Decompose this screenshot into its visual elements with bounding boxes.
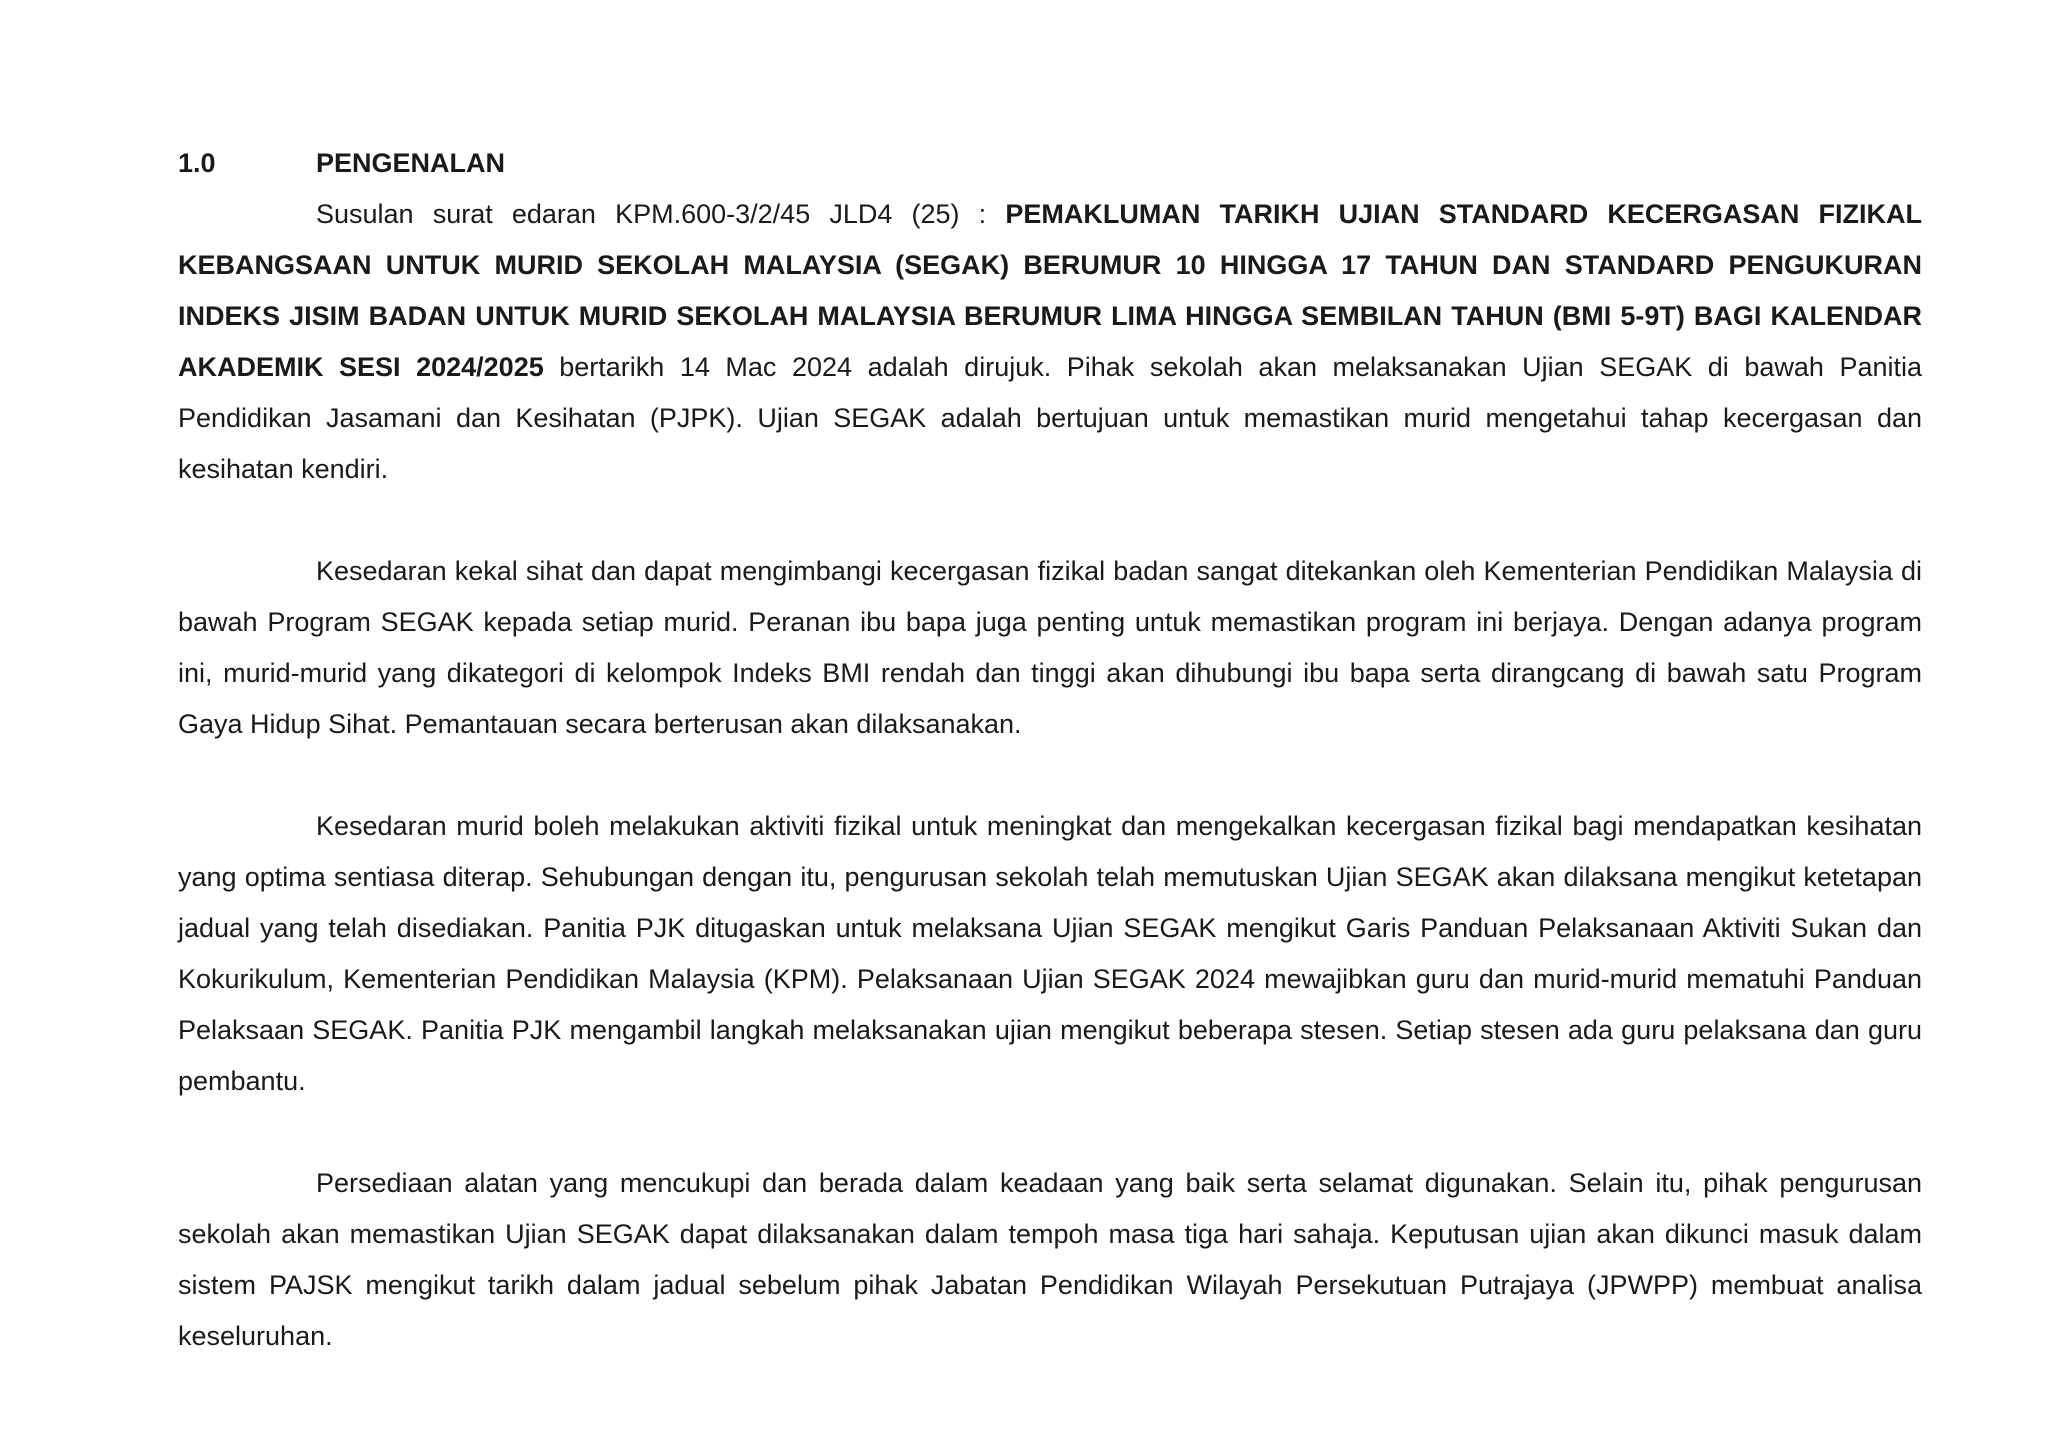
section-heading — [178, 138, 1922, 189]
document-body — [178, 138, 1922, 1362]
paragraph-1 — [178, 189, 1922, 495]
paragraph-1-circular-title: PEMAKLUMAN TARIKH UJIAN STANDARD KECERGASAN FIZIKAL KEBANGSAAN UNTUK MURID SEKOLAH MALAYSIA (SEGAK) BERUMUR 10 HINGGA 17 TAHUN DAN STANDARD PENGUKURAN INDEKS JISIM BADAN UNTUK MURID SEKOLAH MALAYSIA BERUMUR LIMA HINGGA SEMBILAN TAHUN (BMI 5-9T) BAGI KALENDAR AKADEMIK SESI 2024/2025 — [178, 199, 1923, 382]
paragraph-2: Kesedaran kekal sihat dan dapat mengimbangi kecergasan fizikal badan sangat ditekankan oleh Kementerian Pendidikan Malaysia di bawah Program SEGAK kepada setiap murid. Peranan ibu bapa juga penting untuk memastikan program ini berjaya. Dengan adanya program ini, murid-murid yang dikategori di kelompok Indeks BMI rendah dan tinggi akan dihubungi ibu bapa serta dirangcang di bawah satu Program Gaya Hidup Sihat. Pemantauan secara berterusan akan dilaksanakan. — [178, 556, 1922, 739]
paragraph-1-intro: Susulan surat edaran KPM.600-3/2/45 JLD4 (25) : — [316, 199, 1006, 229]
section-title: PENGENALAN — [316, 148, 506, 178]
section-number: 1.0 — [178, 148, 216, 178]
paragraph-1-rest: bertarikh 14 Mac 2024 adalah dirujuk. Pihak sekolah akan melaksanakan Ujian SEGAK di bawah Panitia Pendidikan Jasamani dan Kesihatan (PJPK). Ujian SEGAK adalah bertujuan untuk memastikan murid mengetahui tahap kecergasan dan kesihatan kendiri. — [178, 352, 1922, 484]
paragraph-3: Kesedaran murid boleh melakukan aktiviti fizikal untuk meningkat dan mengekalkan kecergasan fizikal bagi mendapatkan kesihatan yang optima sentiasa diterap. Sehubungan dengan itu, pengurusan sekolah telah memutuskan Ujian SEGAK akan dilaksana mengikut ketetapan jadual yang telah disediakan. Panitia PJK ditugaskan untuk melaksana Ujian SEGAK mengikut Garis Panduan Pelaksanaan Aktiviti Sukan dan Kokurikulum, Kementerian Pendidikan Malaysia (KPM). Pelaksanaan Ujian SEGAK 2024 mewajibkan guru dan murid-murid mematuhi Panduan Pelaksaan SEGAK. Panitia PJK mengambil langkah melaksanakan ujian mengikut beberapa stesen. Setiap stesen ada guru pelaksana dan guru pembantu. — [178, 811, 1922, 1096]
paragraph-4: Persediaan alatan yang mencukupi dan berada dalam keadaan yang baik serta selamat digunakan. Selain itu, pihak pengurusan sekolah akan memastikan Ujian SEGAK dapat dilaksanakan dalam tempoh masa tiga hari sahaja. Keputusan ujian akan dikunci masuk dalam sistem PAJSK mengikut tarikh dalam jadual sebelum pihak Jabatan Pendidikan Wilayah Persekutuan Putrajaya (JPWPP) membuat analisa keseluruhan. — [178, 1168, 1922, 1351]
